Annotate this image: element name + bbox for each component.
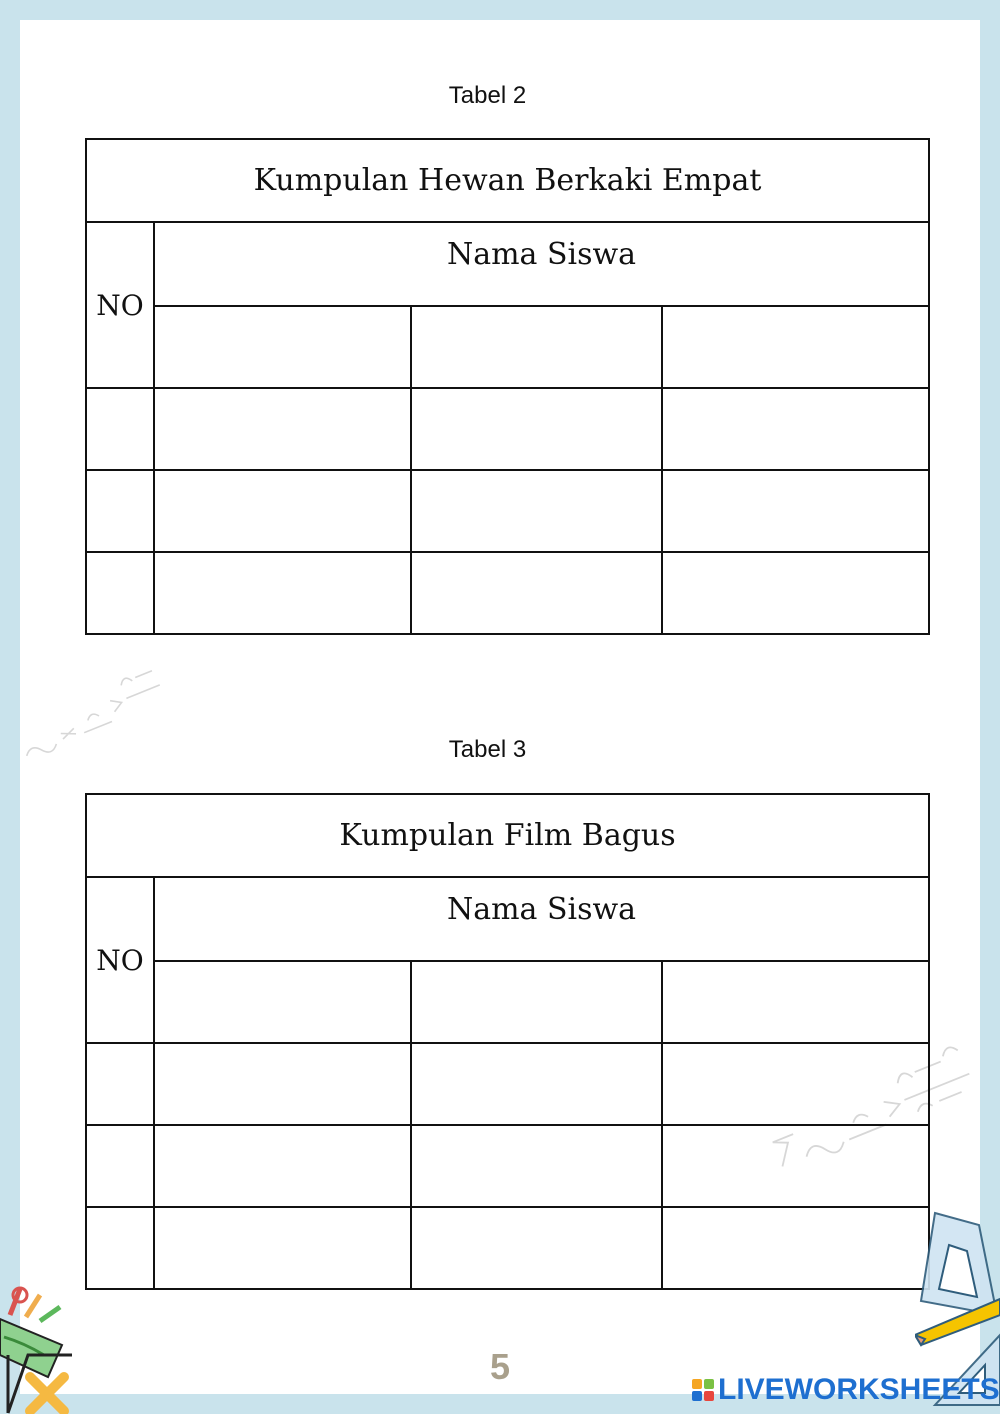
- table-title: Kumpulan Film Bagus: [86, 794, 929, 877]
- answer-cell[interactable]: [662, 1125, 929, 1207]
- table-title: Kumpulan Hewan Berkaki Empat: [86, 139, 929, 222]
- answer-cell[interactable]: [154, 1207, 411, 1289]
- number-cell[interactable]: [86, 1125, 154, 1207]
- answer-cell[interactable]: [411, 306, 662, 388]
- table-row: [86, 552, 929, 634]
- table-row: [86, 388, 929, 470]
- answer-cell[interactable]: [154, 388, 411, 470]
- answer-cell[interactable]: [662, 388, 929, 470]
- answer-cell[interactable]: [662, 1207, 929, 1289]
- no-column-header: NO: [86, 877, 154, 1043]
- answer-cell[interactable]: [411, 1043, 662, 1125]
- number-cell[interactable]: [86, 552, 154, 634]
- answer-cell[interactable]: [411, 388, 662, 470]
- answer-cell[interactable]: [154, 1125, 411, 1207]
- table-caption: Tabel 3: [448, 736, 527, 763]
- number-cell[interactable]: [86, 388, 154, 470]
- table-good-films: [85, 793, 930, 1290]
- answer-cell[interactable]: [154, 306, 411, 388]
- answer-cell[interactable]: [662, 470, 929, 552]
- no-column-header: NO: [86, 222, 154, 388]
- number-cell[interactable]: [86, 1043, 154, 1125]
- student-names-header: Nama Siswa: [154, 222, 929, 306]
- table-caption: Tabel 2: [448, 82, 527, 109]
- student-names-header: Nama Siswa: [154, 877, 929, 961]
- liveworksheets-logo: [692, 1372, 1000, 1408]
- table-row: [86, 470, 929, 552]
- number-cell[interactable]: [86, 1207, 154, 1289]
- answer-cell[interactable]: [154, 470, 411, 552]
- answer-cell[interactable]: [662, 1043, 929, 1125]
- table-row: [86, 1207, 929, 1289]
- table-four-legged-animals: [85, 138, 930, 635]
- liveworksheets-logo-icon: [692, 1379, 714, 1401]
- brand-name: LIVEWORKSHEETS: [718, 1373, 1000, 1406]
- table-row: [86, 1043, 929, 1125]
- answer-cell[interactable]: [154, 552, 411, 634]
- page-number: 5: [489, 1346, 511, 1387]
- answer-cell[interactable]: [154, 961, 411, 1043]
- number-cell[interactable]: [86, 470, 154, 552]
- answer-cell[interactable]: [411, 552, 662, 634]
- answer-cell[interactable]: [662, 961, 929, 1043]
- answer-cell[interactable]: [662, 552, 929, 634]
- table-row: [86, 1125, 929, 1207]
- answer-cell[interactable]: [411, 470, 662, 552]
- answer-cell[interactable]: [411, 1207, 662, 1289]
- answer-cell[interactable]: [411, 961, 662, 1043]
- answer-cell[interactable]: [662, 306, 929, 388]
- answer-cell[interactable]: [154, 1043, 411, 1125]
- answer-cell[interactable]: [411, 1125, 662, 1207]
